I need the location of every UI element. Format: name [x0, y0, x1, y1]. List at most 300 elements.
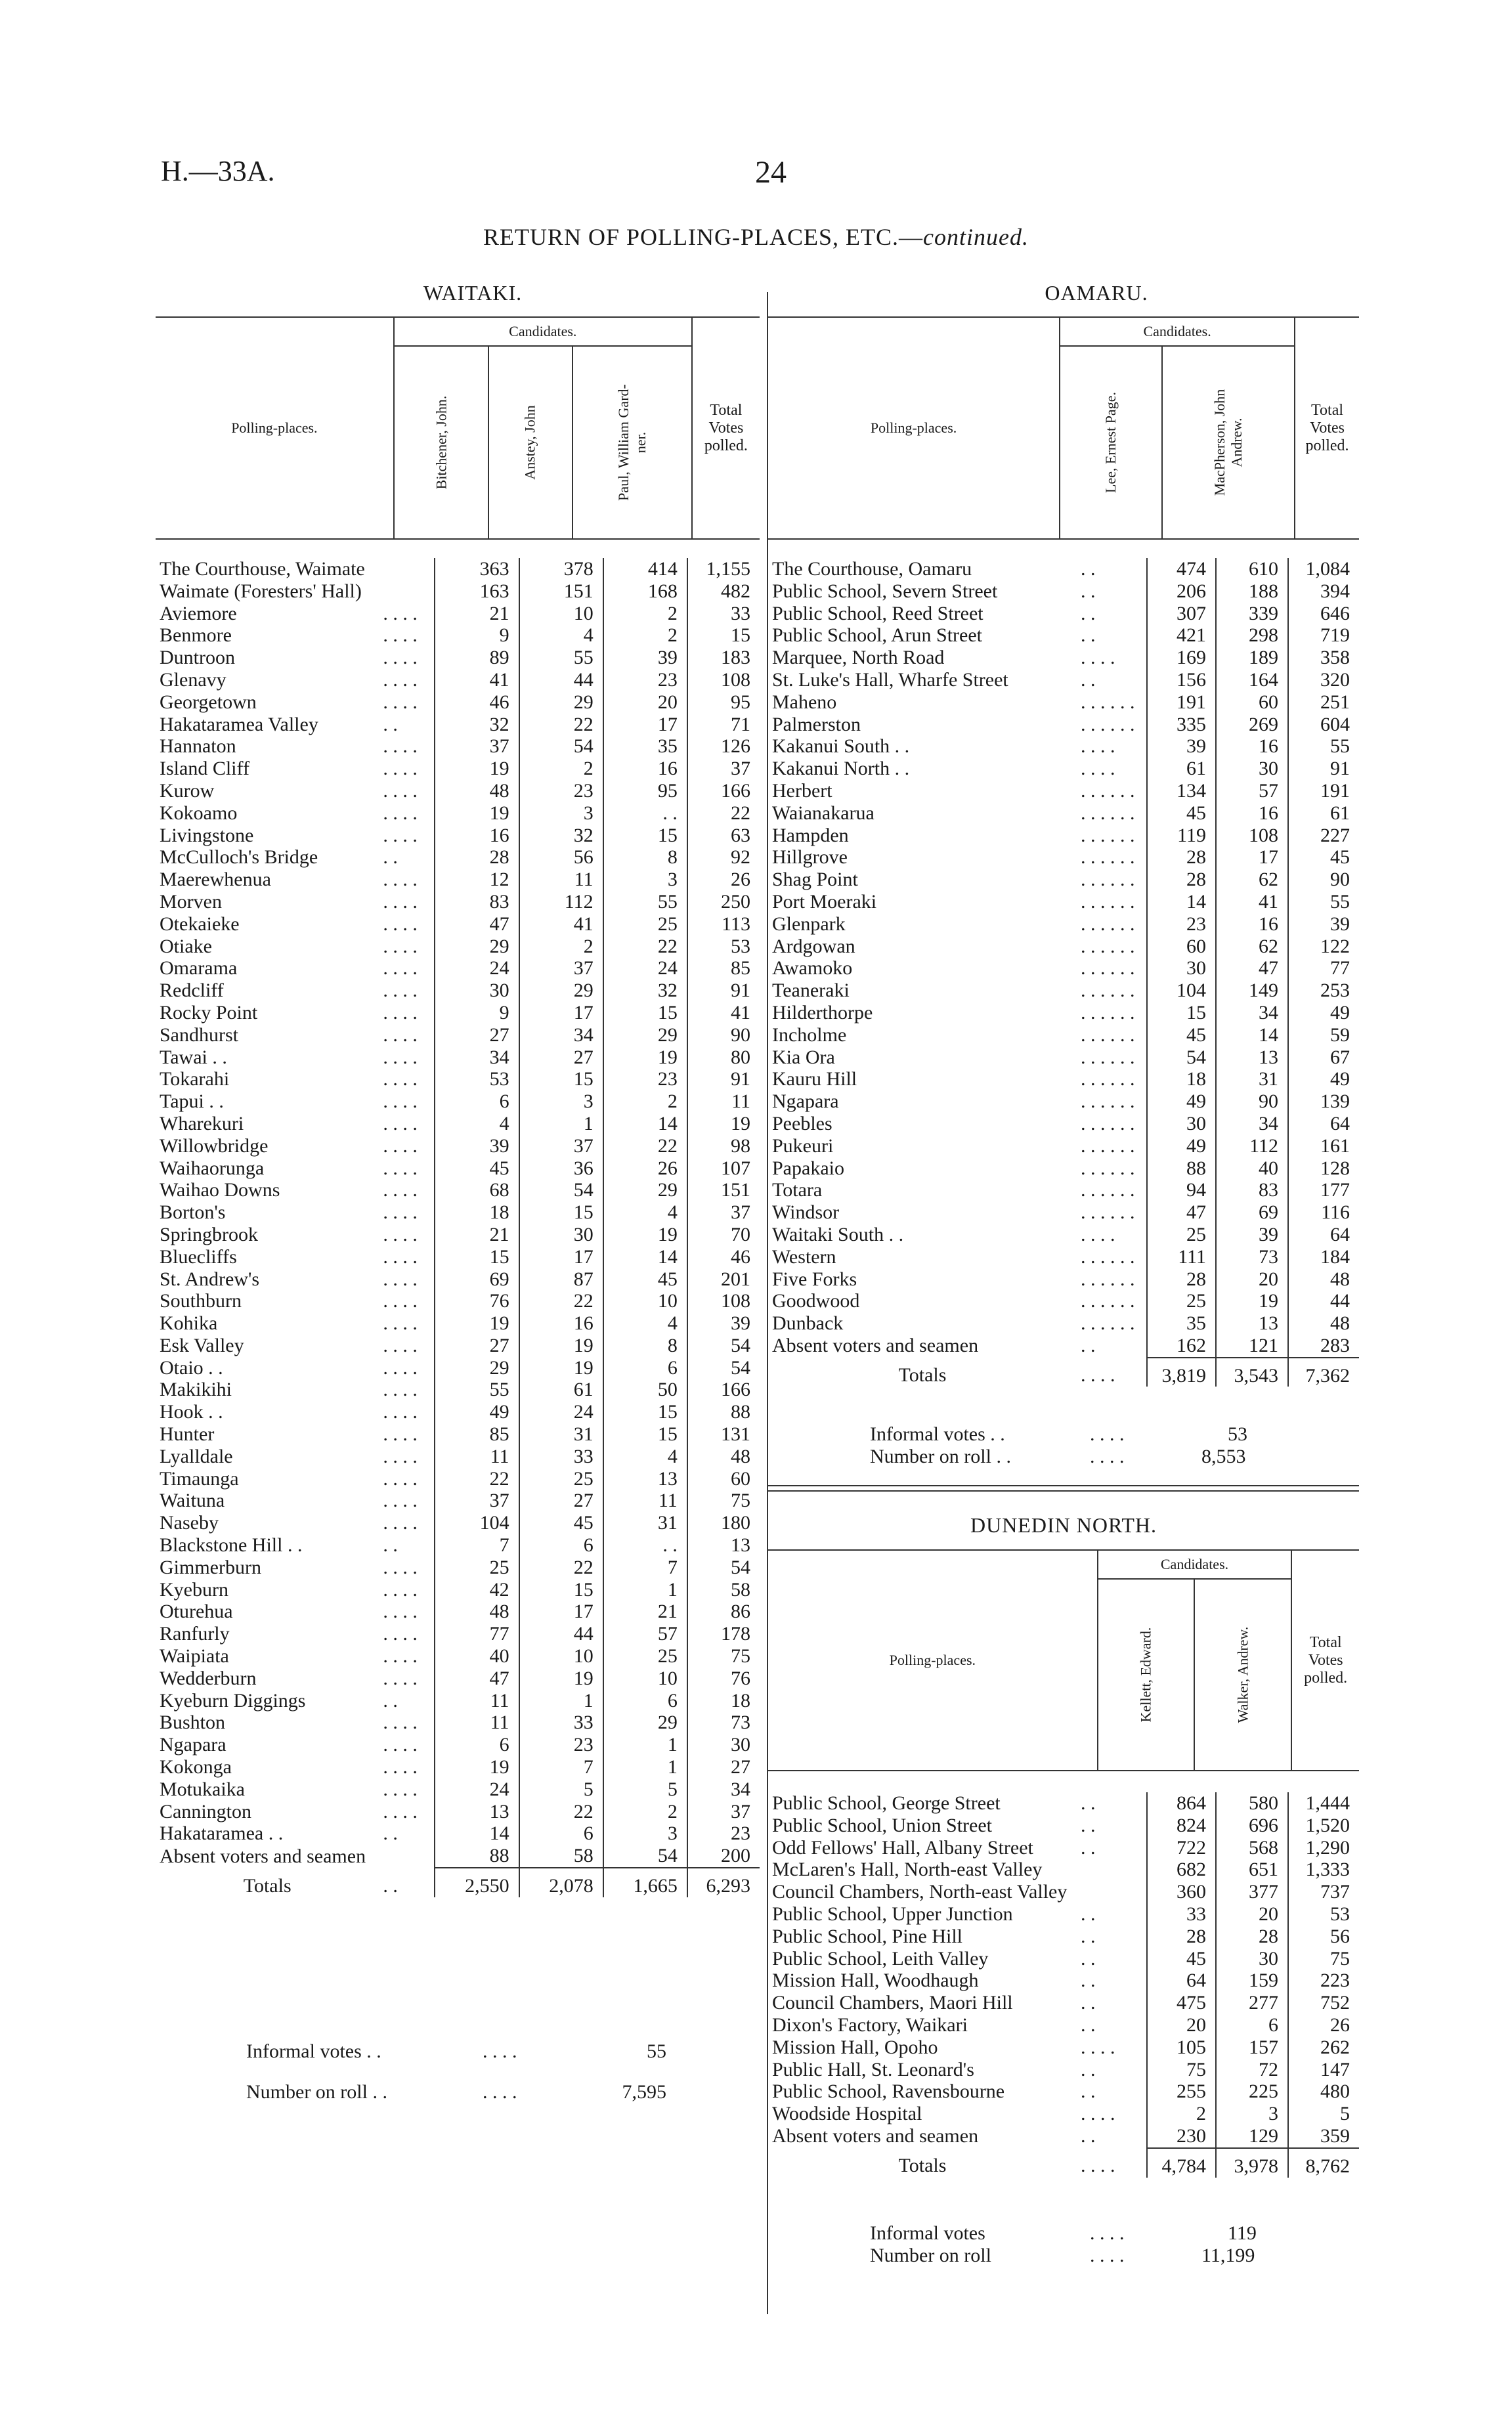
dunedin-north-place-name: Dixon's Factory, Waikari: [772, 2014, 968, 2036]
oamaru-place-name: Ngapara: [772, 1090, 839, 1113]
page-title-suffix: continued.: [923, 224, 1029, 250]
dunedin-north-total-votes: 75: [1288, 1948, 1359, 1970]
waitaki-candidate-votes: 14: [435, 1822, 519, 1845]
oamaru-leader-dots: . . . . . .: [1081, 824, 1135, 846]
oamaru-total-votes: 116: [1288, 1201, 1359, 1224]
waitaki-total-votes: 107: [687, 1157, 760, 1180]
oamaru-place-name: Peebles: [772, 1112, 832, 1134]
waitaki-candidate-votes: 50: [603, 1379, 687, 1401]
waitaki-candidate-votes: 24: [519, 1401, 603, 1423]
waitaki-totals-label: Totals: [243, 1874, 292, 1897]
waitaki-candidate-votes: 168: [603, 580, 687, 603]
waitaki-candidate-votes: 54: [519, 1179, 603, 1201]
waitaki-place-name: Waihao Downs: [160, 1179, 280, 1201]
waitaki-place-name: Kyeburn: [160, 1578, 228, 1601]
dunedin-north-place-name: Odd Fellows' Hall, Albany Street: [772, 1836, 1033, 1859]
oamaru-leader-dots: . . . . . .: [1081, 713, 1135, 735]
waitaki-place-name: Benmore: [160, 624, 232, 647]
waitaki-leader-dots: . . . .: [383, 1778, 418, 1800]
waitaki-totals-value: 2,078: [519, 1868, 603, 1897]
dunedin-north-candidate-votes: 28: [1216, 1926, 1288, 1948]
oamaru-candidate-votes: 94: [1147, 1179, 1216, 1201]
waitaki-candidate-votes: 48: [435, 1601, 519, 1623]
waitaki-candidate-votes: 45: [519, 1512, 603, 1534]
waitaki-place-name: Esk Valley: [160, 1334, 244, 1356]
oamaru-row: [768, 1312, 1359, 1335]
oamaru-place-name: Shag Point: [772, 869, 858, 891]
oamaru-total-votes: 49: [1288, 1068, 1359, 1090]
waitaki-candidate-votes: 4: [603, 1201, 687, 1224]
oamaru-candidate-votes: 14: [1147, 891, 1216, 913]
waitaki-total-votes: 54: [687, 1557, 760, 1579]
waitaki-leader-dots: . . . .: [383, 1290, 418, 1312]
dunedin-north-row: [768, 1926, 1359, 1948]
oamaru-row: [768, 825, 1359, 847]
waitaki-total-votes: 15: [687, 624, 760, 647]
waitaki-candidate-votes: 163: [435, 580, 519, 603]
oamaru-roll-dots: . . . .: [1090, 1446, 1125, 1467]
oamaru-totals-value: 3,819: [1147, 1358, 1216, 1387]
waitaki-leader-dots: . . . .: [383, 913, 418, 935]
waitaki-place-name: Wharekuri: [160, 1112, 244, 1134]
waitaki-candidate-votes: 53: [435, 1068, 519, 1090]
waitaki-place-name: Ranfurly: [160, 1623, 230, 1645]
waitaki-roll-dots: . . . .: [483, 2081, 517, 2103]
waitaki-candidate-votes: 6: [519, 1822, 603, 1845]
dunedin-north-row: [768, 2125, 1359, 2148]
waitaki-total-votes: 37: [687, 1801, 760, 1823]
waitaki-candidate-votes: 32: [519, 825, 603, 847]
oamaru-row: [768, 1135, 1359, 1157]
waitaki-candidate-votes: 6: [435, 1090, 519, 1113]
waitaki-place-name: Timaunga: [160, 1467, 239, 1490]
oamaru-candidate-votes: 108: [1216, 825, 1288, 847]
oamaru-total-votes: 227: [1288, 825, 1359, 847]
waitaki-place-name: Tawai . .: [160, 1046, 227, 1068]
waitaki-candidate-votes: 2: [603, 1801, 687, 1823]
oamaru-candidate-votes: 61: [1147, 758, 1216, 780]
waitaki-total-votes: 48: [687, 1446, 760, 1468]
dunedin-north-totals-row: [768, 2148, 1359, 2178]
oamaru-candidate-votes: 156: [1147, 669, 1216, 691]
waitaki-candidate-votes: 22: [603, 936, 687, 958]
oamaru-leader-dots: . . . . . .: [1081, 846, 1135, 869]
oamaru-leader-dots: . . . .: [1081, 758, 1115, 780]
page-number: 24: [755, 155, 787, 190]
waitaki-row: [156, 647, 760, 669]
oamaru-place-name: Waitaki South . .: [772, 1223, 904, 1245]
waitaki-candidate-votes: 17: [519, 1246, 603, 1268]
waitaki-candidate-votes: 112: [519, 891, 603, 913]
waitaki-candidate-votes: 83: [435, 891, 519, 913]
dunedin-north-total-votes: 480: [1288, 2080, 1359, 2103]
dunedin-north-informal-value: 119: [1228, 2222, 1257, 2244]
waitaki-total-votes: 85: [687, 957, 760, 980]
oamaru-leader-dots: . .: [1081, 624, 1096, 647]
waitaki-candidate-votes: 30: [519, 1224, 603, 1246]
waitaki-candidate-votes: 29: [519, 980, 603, 1002]
dunedin-north-row: [768, 2103, 1359, 2125]
waitaki-candidate-votes: 49: [435, 1401, 519, 1423]
waitaki-total-votes: 26: [687, 869, 760, 891]
oamaru-place-name: Hillgrove: [772, 846, 848, 869]
dunedin-north-candidate-votes: 3: [1216, 2103, 1288, 2125]
oamaru-candidate-votes: 189: [1216, 647, 1288, 669]
dunedin-north-leader-dots: [1077, 1881, 1147, 1903]
oamaru-total-votes: 77: [1288, 957, 1359, 980]
waitaki-candidate-votes: 21: [603, 1601, 687, 1623]
dunedin-north-total-votes: 53: [1288, 1903, 1359, 1926]
waitaki-informal-label: Informal votes . .: [246, 2040, 381, 2062]
waitaki-informal-dots: . . . .: [483, 2040, 517, 2062]
waitaki-candidate-votes: 32: [435, 714, 519, 736]
oamaru-row: [768, 846, 1359, 869]
waitaki-total-votes: 22: [687, 802, 760, 825]
waitaki-leader-dots: . . . .: [383, 890, 418, 913]
dunedin-north-total-votes: 5: [1288, 2103, 1359, 2125]
waitaki-place-name: Island Cliff: [160, 758, 249, 780]
waitaki-candidate-votes: 36: [519, 1157, 603, 1180]
waitaki-total-votes: 54: [687, 1357, 760, 1379]
oamaru-leader-dots: . . . . . .: [1081, 691, 1135, 713]
waitaki-total-votes: 183: [687, 647, 760, 669]
dunedin-north-section-title: DUNEDIN NORTH.: [970, 1513, 1157, 1537]
oamaru-leader-dots: . . . .: [1081, 1223, 1115, 1245]
oamaru-row: [768, 624, 1359, 647]
dunedin-north-leader-dots: . .: [1081, 1970, 1096, 1992]
waitaki-candidate-votes: 15: [603, 1401, 687, 1423]
waitaki-candidate-votes: 68: [435, 1179, 519, 1201]
dunedin-north-candidates-header: Candidates.: [1098, 1550, 1292, 1579]
waitaki-place-name: Kurow: [160, 779, 215, 802]
waitaki-place-name: Willowbridge: [160, 1134, 269, 1157]
waitaki-leader-dots: . . . .: [383, 1223, 418, 1245]
dunedin-north-row: [768, 1859, 1359, 1881]
waitaki-candidate-votes: 24: [603, 957, 687, 980]
dunedin-north-candidate-votes: 2: [1147, 2103, 1216, 2125]
oamaru-candidate-votes: 39: [1216, 1224, 1288, 1246]
dunedin-north-candidate-votes: 105: [1147, 2036, 1216, 2059]
waitaki-leader-dots: . . . .: [383, 1512, 418, 1534]
waitaki-total-votes: 201: [687, 1268, 760, 1291]
waitaki-leader-dots: . . . .: [383, 1712, 418, 1734]
oamaru-leader-dots: . . . . . .: [1081, 1090, 1135, 1113]
waitaki-total-votes: 108: [687, 669, 760, 691]
waitaki-row: [156, 624, 760, 647]
waitaki-row: [156, 1778, 760, 1801]
dunedin-north-candidate-votes: 580: [1216, 1792, 1288, 1815]
waitaki-leader-dots: . . . .: [383, 1334, 418, 1356]
oamaru-informal-dots: . . . .: [1090, 1423, 1125, 1445]
dunedin-north-row: [768, 2036, 1359, 2059]
oamaru-candidate-votes: 134: [1147, 780, 1216, 802]
oamaru-place-name: Ardgowan: [772, 935, 855, 957]
oamaru-row: [768, 913, 1359, 936]
waitaki-header-table: [156, 316, 760, 540]
waitaki-candidate-votes: 24: [435, 1778, 519, 1801]
waitaki-place-name: Rocky Point: [160, 1001, 258, 1024]
oamaru-candidate-votes: 16: [1216, 802, 1288, 825]
dunedin-north-candidate-votes: 20: [1147, 2014, 1216, 2036]
waitaki-row: [156, 1645, 760, 1668]
waitaki-candidate-votes: 29: [603, 1712, 687, 1734]
waitaki-total-votes: 58: [687, 1579, 760, 1601]
oamaru-leader-dots: . . . . . .: [1081, 802, 1135, 824]
waitaki-candidate-votes: 1: [603, 1579, 687, 1601]
oamaru-place-name: Dunback: [772, 1312, 844, 1335]
oamaru-candidate-votes: 16: [1216, 913, 1288, 936]
oamaru-leader-dots: . . . . . .: [1081, 913, 1135, 935]
oamaru-row: [768, 957, 1359, 980]
dunedin-north-header-table: [768, 1549, 1359, 1771]
waitaki-leader-dots: . . . .: [383, 802, 418, 824]
waitaki-leader-dots: . .: [383, 846, 398, 869]
waitaki-candidate-votes: 69: [435, 1268, 519, 1291]
oamaru-place-name: Pukeuri: [772, 1134, 834, 1157]
waitaki-place-name: Hannaton: [160, 735, 236, 758]
dunedin-north-total-votes: 26: [1288, 2014, 1359, 2036]
dunedin-north-leader-dots: . .: [1081, 1792, 1096, 1814]
oamaru-end-rule-2: [768, 1490, 1359, 1492]
waitaki-place-name: Kokoamo: [160, 802, 238, 824]
waitaki-row: [156, 846, 760, 869]
waitaki-candidate-votes: 33: [519, 1712, 603, 1734]
waitaki-total-votes: 91: [687, 1068, 760, 1090]
waitaki-candidate-votes: 2: [603, 603, 687, 625]
oamaru-candidate-votes: 14: [1216, 1024, 1288, 1046]
waitaki-candidate-votes: 25: [435, 1557, 519, 1579]
waitaki-candidate-votes: 57: [603, 1623, 687, 1645]
page-title: [0, 223, 1512, 251]
dunedin-north-candidate-votes: 225: [1216, 2080, 1288, 2103]
waitaki-place-name: Tapui . .: [160, 1090, 224, 1113]
dunedin-north-total-votes: 1,444: [1288, 1792, 1359, 1815]
oamaru-candidate-votes: 188: [1216, 580, 1288, 603]
dunedin-north-candidate-2: Walker, Andrew.: [1234, 1626, 1251, 1723]
dunedin-north-roll-label: Number on roll: [870, 2245, 991, 2266]
oamaru-row: [768, 1268, 1359, 1291]
waitaki-total-votes: 91: [687, 980, 760, 1002]
dunedin-north-leader-dots: . .: [1081, 2058, 1096, 2080]
waitaki-row: [156, 1335, 760, 1357]
dunedin-north-candidate-votes: 360: [1147, 1881, 1216, 1903]
waitaki-totals-value: 1,665: [603, 1868, 687, 1897]
oamaru-total-votes: 64: [1288, 1224, 1359, 1246]
waitaki-total-votes: 126: [687, 735, 760, 758]
oamaru-place-name: Five Forks: [772, 1268, 857, 1290]
oamaru-candidate-votes: 34: [1216, 1113, 1288, 1135]
waitaki-candidate-votes: 27: [519, 1490, 603, 1512]
waitaki-candidate-votes: 41: [435, 669, 519, 691]
waitaki-place-name: Hakataramea Valley: [160, 713, 318, 735]
oamaru-total-votes: 283: [1288, 1335, 1359, 1358]
waitaki-place-name: Hakataramea . .: [160, 1822, 284, 1845]
oamaru-row: [768, 1157, 1359, 1180]
dunedin-north-totals-label: Totals: [898, 2155, 947, 2177]
waitaki-candidate-votes: 5: [603, 1778, 687, 1801]
waitaki-leader-dots: . . . .: [383, 1134, 418, 1157]
waitaki-candidate-votes: 85: [435, 1423, 519, 1446]
waitaki-row: [156, 1845, 760, 1868]
dunedin-north-totals-value: 4,784: [1147, 2148, 1216, 2178]
oamaru-candidate-votes: 28: [1147, 846, 1216, 869]
waitaki-place-name: Glenavy: [160, 668, 227, 691]
waitaki-candidate-votes: 378: [519, 558, 603, 580]
waitaki-place-name: Tokarahi: [160, 1068, 230, 1090]
oamaru-candidate-1: Lee, Ernest Page.: [1102, 392, 1119, 493]
waitaki-candidate-votes: 16: [519, 1312, 603, 1335]
dunedin-north-candidate-votes: 682: [1147, 1859, 1216, 1881]
oamaru-leader-dots: . . . . . .: [1081, 1134, 1135, 1157]
waitaki-place-name: Redcliff: [160, 980, 224, 1002]
waitaki-candidate-votes: 47: [435, 1668, 519, 1690]
waitaki-leader-dots: . . . .: [383, 647, 418, 669]
waitaki-candidate-votes: 4: [519, 624, 603, 647]
oamaru-candidate-votes: 73: [1216, 1246, 1288, 1268]
dunedin-north-roll-dots: . . . .: [1090, 2245, 1125, 2266]
waitaki-total-votes: 178: [687, 1623, 760, 1645]
oamaru-total-votes: 253: [1288, 980, 1359, 1002]
oamaru-total-votes: 177: [1288, 1179, 1359, 1201]
dunedin-north-candidate-1: Kellett, Edward.: [1137, 1627, 1154, 1723]
waitaki-total-votes: 71: [687, 714, 760, 736]
dunedin-north-polling-places-header: Polling-places.: [768, 1550, 1098, 1771]
waitaki-leader-dots: . . . .: [383, 1312, 418, 1335]
oamaru-total-votes: 91: [1288, 758, 1359, 780]
dunedin-north-candidate-votes: 159: [1216, 1970, 1288, 1992]
oamaru-row: [768, 1046, 1359, 1069]
oamaru-row: [768, 647, 1359, 669]
oamaru-candidate-votes: 149: [1216, 980, 1288, 1002]
oamaru-candidate-2: MacPherson, John Andrew.: [1211, 389, 1245, 496]
dunedin-north-place-name: Council Chambers, North-east Valley: [772, 1881, 1068, 1903]
waitaki-totals-value: 6,293: [687, 1868, 760, 1897]
waitaki-row: [156, 1401, 760, 1423]
waitaki-place-name: Sandhurst: [160, 1024, 238, 1046]
waitaki-candidate-votes: 19: [519, 1357, 603, 1379]
oamaru-place-name: Totara: [772, 1179, 823, 1201]
dunedin-north-place-name: Council Chambers, Maori Hill: [772, 1992, 1013, 2014]
oamaru-row: [768, 869, 1359, 891]
waitaki-place-name: Kokonga: [160, 1756, 232, 1778]
waitaki-candidate-votes: 89: [435, 647, 519, 669]
oamaru-polling-places-header: Polling-places.: [768, 317, 1060, 539]
waitaki-candidate-votes: 44: [519, 669, 603, 691]
waitaki-row: [156, 1179, 760, 1201]
waitaki-candidate-votes: 104: [435, 1512, 519, 1534]
oamaru-row: [768, 802, 1359, 825]
waitaki-candidate-votes: 25: [519, 1468, 603, 1490]
oamaru-total-votes: 45: [1288, 846, 1359, 869]
oamaru-candidate-votes: 47: [1147, 1201, 1216, 1224]
waitaki-leader-dots: . . . .: [383, 691, 418, 713]
waitaki-candidate-votes: 87: [519, 1268, 603, 1291]
oamaru-place-name: Awamoko: [772, 957, 853, 980]
dunedin-north-row: [768, 1837, 1359, 1859]
waitaki-candidate-votes: 55: [603, 891, 687, 913]
oamaru-total-votes: 251: [1288, 691, 1359, 714]
waitaki-place-name: Otiake: [160, 935, 212, 957]
waitaki-total-votes: 95: [687, 691, 760, 714]
waitaki-place-name: St. Andrew's: [160, 1268, 260, 1290]
waitaki-candidate-votes: 29: [435, 936, 519, 958]
waitaki-candidate-votes: 47: [435, 913, 519, 936]
waitaki-total-votes: 250: [687, 891, 760, 913]
waitaki-candidate-votes: 26: [603, 1157, 687, 1180]
waitaki-candidate-votes: 29: [603, 1024, 687, 1046]
oamaru-totals-value: 7,362: [1288, 1358, 1359, 1387]
oamaru-total-votes: 128: [1288, 1157, 1359, 1180]
waitaki-place-name: Waituna: [160, 1490, 225, 1512]
waitaki-candidate-votes: 22: [519, 714, 603, 736]
dunedin-north-total-votes: 56: [1288, 1926, 1359, 1948]
waitaki-candidate-votes: 18: [435, 1201, 519, 1224]
page-title-main: RETURN OF POLLING-PLACES, ETC.—: [483, 224, 924, 250]
waitaki-candidate-votes: 6: [519, 1534, 603, 1557]
waitaki-candidate-votes: 22: [519, 1801, 603, 1823]
oamaru-totals-row: [768, 1358, 1359, 1387]
waitaki-place-name: McCulloch's Bridge: [160, 846, 318, 869]
waitaki-candidate-votes: 15: [519, 1068, 603, 1090]
waitaki-row: [156, 1068, 760, 1090]
waitaki-row: [156, 1557, 760, 1579]
waitaki-place-name: The Courthouse, Waimate: [160, 558, 365, 580]
waitaki-candidate-votes: 4: [603, 1446, 687, 1468]
dunedin-north-candidate-votes: 651: [1216, 1859, 1288, 1881]
oamaru-leader-dots: . . . . . .: [1081, 1046, 1135, 1068]
dunedin-north-row: [768, 2014, 1359, 2036]
waitaki-row: [156, 1290, 760, 1312]
oamaru-leader-dots: . . . . . .: [1081, 1290, 1135, 1312]
waitaki-total-votes: 200: [687, 1845, 760, 1868]
waitaki-leader-dots: . .: [383, 1822, 398, 1845]
dunedin-north-total-votes: 262: [1288, 2036, 1359, 2059]
waitaki-leader-dots: . . . .: [383, 1490, 418, 1512]
waitaki-candidate-votes: 40: [435, 1645, 519, 1668]
oamaru-candidate-votes: 23: [1147, 913, 1216, 936]
waitaki-leader-dots: . . . .: [383, 1623, 418, 1645]
waitaki-candidate-votes: 11: [519, 869, 603, 891]
oamaru-total-votes: 48: [1288, 1312, 1359, 1335]
oamaru-row: [768, 980, 1359, 1002]
waitaki-candidate-votes: 22: [519, 1557, 603, 1579]
oamaru-candidate-votes: 40: [1216, 1157, 1288, 1180]
waitaki-candidate-votes: 11: [435, 1712, 519, 1734]
dunedin-north-leader-dots: . .: [1081, 1903, 1096, 1925]
dunedin-north-candidate-votes: 864: [1147, 1792, 1216, 1815]
waitaki-place-name: Morven: [160, 890, 222, 913]
oamaru-place-name: Herbert: [772, 779, 832, 802]
waitaki-leader-dots: . . . .: [383, 1556, 418, 1578]
waitaki-total-votes: 108: [687, 1290, 760, 1312]
waitaki-total-votes: 98: [687, 1135, 760, 1157]
dunedin-north-row: [768, 1792, 1359, 1815]
oamaru-candidate-votes: 47: [1216, 957, 1288, 980]
waitaki-total-votes: 18: [687, 1690, 760, 1712]
waitaki-total-votes: 113: [687, 913, 760, 936]
waitaki-row: [156, 913, 760, 936]
waitaki-row: [156, 869, 760, 891]
waitaki-candidate-votes: 32: [603, 980, 687, 1002]
oamaru-informal-label: Informal votes . .: [870, 1423, 1005, 1445]
waitaki-leader-dots: . . . .: [383, 824, 418, 846]
waitaki-row: [156, 1357, 760, 1379]
waitaki-row: [156, 1046, 760, 1069]
dunedin-north-informal-label: Informal votes: [870, 2222, 985, 2244]
oamaru-candidate-votes: 610: [1216, 558, 1288, 580]
waitaki-place-name: Kyeburn Diggings: [160, 1689, 306, 1712]
waitaki-leader-dots: . .: [383, 1534, 398, 1557]
